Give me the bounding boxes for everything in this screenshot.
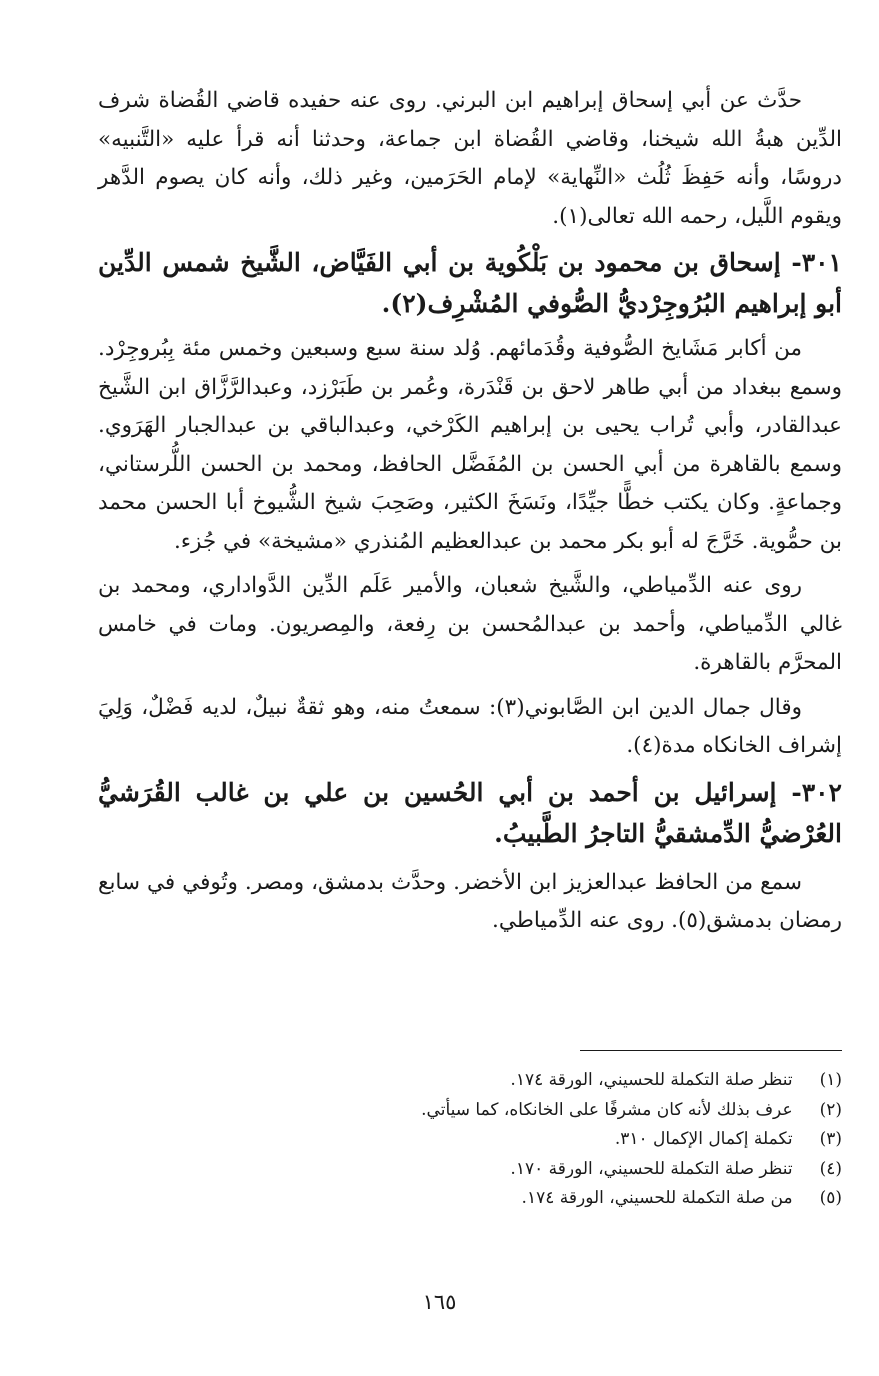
footnote-text: تنظر صلة التكملة للحسيني، الورقة ١٧٠. — [510, 1158, 793, 1179]
entry-heading-302: ٣٠٢- إسرائيل بن أحمد بن أبي الحُسين بن علي بن غالب القُرَشيُّ العُرْضيُّ الدِّمشقيُّ التاجرُ الطَّبيبُ. — [98, 777, 842, 848]
footnote — [300, 1155, 842, 1185]
footnote — [300, 1066, 842, 1096]
footnote-number: (٢) — [819, 1099, 842, 1120]
footnote — [300, 1184, 842, 1214]
footnote-divider — [580, 1050, 842, 1051]
footnote-text: من صلة التكملة للحسيني، الورقة ١٧٤. — [521, 1188, 793, 1208]
paragraph-narrators: روى عنه الدِّمياطي، والشَّيخ شعبان، والأمير عَلَم الدِّين الدَّواداري، ومحمد بن غالي الدِّمياطي، وأحمد بن عبدالمُحسن بن رِفعة، والمِصريون. ومات في خامس المحرَّم بالقاهرة. — [98, 573, 842, 675]
paragraph-quote: وقال جمال الدين ابن الصَّابوني(٣): سمعتُ منه، وهو ثقةٌ نبيلٌ، لديه فَضْلٌ، وَلِيَ إشراف الخانكاه مدة(٤). — [98, 694, 842, 758]
footnote — [300, 1096, 842, 1126]
main-text — [98, 82, 842, 941]
entry-heading-301: ٣٠١- إسحاق بن محمود بن بَلْكُوية بن أبي الفَيَّاض، الشَّيخ شمس الدِّين أبو إبراهيم البُرُوجِرْديُّ الصُّوفي المُشْرِف(٢). — [98, 248, 842, 318]
footnote — [300, 1125, 842, 1155]
page-number: ١٦٥ — [422, 1290, 457, 1314]
paragraph-biography: من أكابر مَشَايخ الصُّوفية وقُدَمائهم. وُلد سنة سبع وسبعين وخمس مئة بِبُروجِرْد. وسمع ببغداد من أبي طاهر لاحق بن قَنْدَرة، وعُمر بن طَبَرْزد، وعبدالرَّزَّاق ابن الشَّيخ عبدالقادر، وأبي تُراب يحيى بن إبراهيم الكَرْخي، وعبدالباقي بن عبدالجبار الهَرَوي. وسمع بالقاهرة من أبي الحسن بن المُفَضَّل الحافظ، ومحمد بن الحسن اللُّرستاني، وجماعةٍ. وكان يكتب خطًّا جيِّدًا، ونَسَخَ الكثير، وصَحِبَ شيخ الشُّيوخ أبا الحسن محمد بن حمُّوية. خَرَّجَ له أبو بكر محمد بن عبدالعظيم المُنذري «مشيخة» في جُزء. — [98, 336, 842, 554]
footnote-number: (٣) — [819, 1129, 842, 1149]
footnote-number: (٤) — [819, 1158, 842, 1179]
footnote-number: (١) — [819, 1070, 842, 1090]
paragraph-entry-302: سمع من الحافظ عبدالعزيز ابن الأخضر. وحدَّث بدمشق، ومصر. وتُوفي في سابع رمضان بدمشق(٥). روى عنه الدِّمياطي. — [98, 869, 842, 933]
paragraph-intro: حدَّث عن أبي إسحاق إبراهيم ابن البرني. روى عنه حفيده قاضي القُضاة شرف الدِّين هبةُ الله شيخنا، وقاضي القُضاة ابن جماعة، وحدثنا أنه قرأ عليه «التَّنبيه» دروسًا، وأنه حَفِظَ ثُلُث «النِّهاية» لإمام الحَرَمين، وغير ذلك، وأنه كان يصوم الدَّهر ويقوم اللَّيل، رحمه الله تعالى(١). — [98, 88, 842, 229]
footnote-text: عرف بذلك لأنه كان مشرفًا على الخانكاه، كما سيأتي. — [421, 1099, 793, 1120]
footnote-text: تنظر صلة التكملة للحسيني، الورقة ١٧٤. — [510, 1070, 793, 1090]
footnote-text: تكملة إكمال الإكمال ٣١٠. — [614, 1129, 793, 1149]
footnote-number: (٥) — [819, 1188, 842, 1208]
footnotes — [300, 1066, 842, 1214]
